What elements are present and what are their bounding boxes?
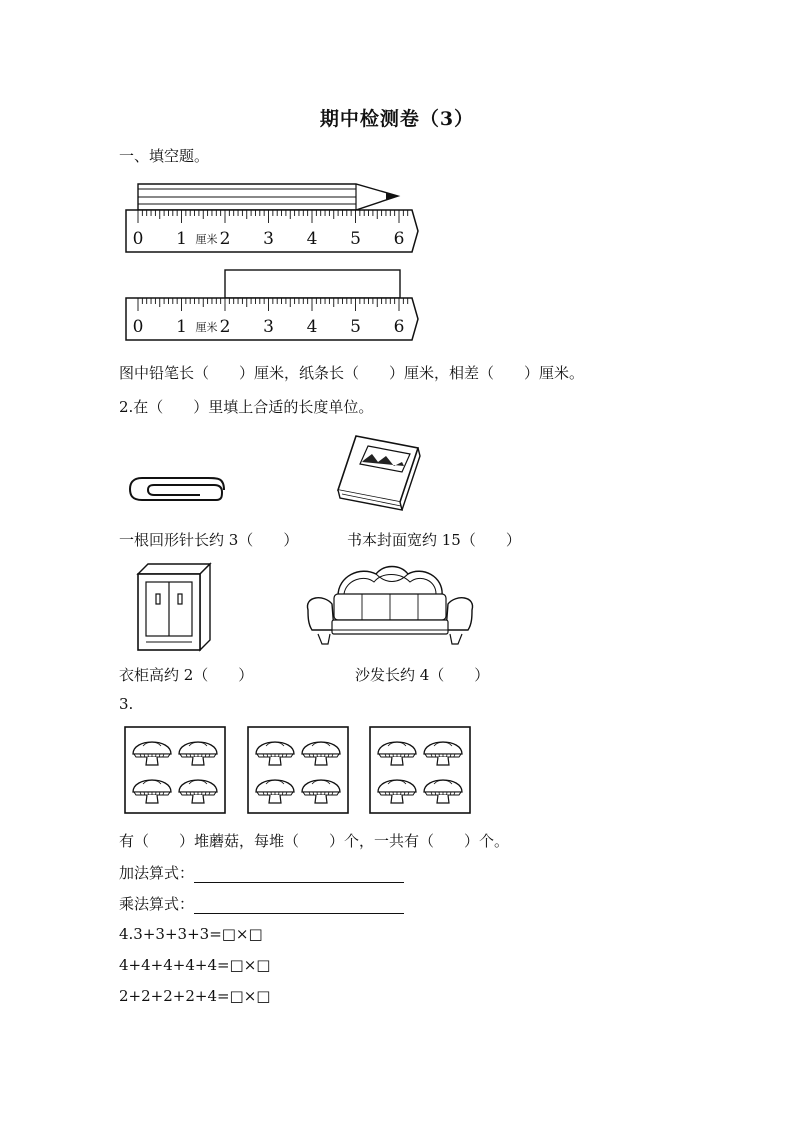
q2-item-paperclip: 一根回形针长约 3（ ） (119, 531, 299, 549)
ruler-label-1: 1 (176, 229, 187, 249)
pencil-icon (138, 184, 398, 210)
ruler-label-5: 5 (350, 317, 361, 337)
ruler-label-3: 3 (263, 317, 274, 337)
q2-item-wardrobe: 衣柜高约 2（ ） (119, 666, 254, 684)
ruler-unit: 厘米 (195, 321, 218, 334)
q4-line-3: 2+2+2+2+4=□×□ (119, 987, 271, 1005)
ruler-label-1: 1 (176, 317, 187, 337)
multiplication-label: 乘法算式： (119, 895, 195, 913)
ruler-label-5: 5 (350, 229, 361, 249)
q2-item-sofa: 沙发长约 4（ ） (355, 666, 490, 684)
mushroom-pile-3 (369, 726, 471, 814)
ruler-label-0: 0 (132, 229, 144, 249)
q1-text: 图中铅笔长（ ）厘米，纸条长（ ）厘米，相差（ ）厘米。 (119, 364, 585, 382)
section-heading: 一、填空题。 (119, 147, 210, 165)
q3-addition-row (119, 862, 404, 883)
ruler-1 (126, 210, 418, 252)
pencil-ruler-figure (120, 180, 420, 260)
q4-line-1: 4.3+3+3+3=□×□ (119, 925, 263, 943)
q3-text: 有（ ）堆蘑菇，每堆（ ）个，一共有（ ）个。 (119, 832, 510, 850)
wardrobe-icon (136, 562, 216, 654)
ruler-label-6: 6 (393, 229, 405, 249)
book-icon (330, 432, 422, 512)
paper-strip-icon (225, 270, 400, 298)
ruler-label-6: 6 (393, 317, 405, 337)
ruler-unit: 厘米 (195, 233, 218, 246)
q3-number: 3. (119, 695, 134, 713)
page-title: 期中检测卷（3） (319, 108, 475, 130)
ruler-2 (126, 298, 418, 340)
ruler-label-4: 4 (306, 229, 318, 249)
strip-ruler-figure (120, 268, 420, 348)
multiplication-answer-line[interactable] (194, 897, 404, 914)
ruler-label-2: 2 (219, 317, 231, 337)
addition-answer-line[interactable] (194, 866, 404, 883)
addition-label: 加法算式： (119, 864, 195, 882)
ruler-label-4: 4 (306, 317, 318, 337)
q2-prompt: 2.在（ ）里填上合适的长度单位。 (119, 398, 374, 416)
q2-item-book: 书本封面宽约 15（ ） (347, 531, 521, 549)
mushroom-pile-2 (247, 726, 349, 814)
ruler-label-0: 0 (132, 317, 144, 337)
q4-line-2: 4+4+4+4+4=□×□ (119, 956, 271, 974)
mushroom-pile-1 (124, 726, 226, 814)
ruler-label-3: 3 (263, 229, 274, 249)
paperclip-icon (128, 474, 228, 504)
q3-multiplication-row (119, 893, 404, 914)
ruler-label-2: 2 (219, 229, 231, 249)
sofa-icon (304, 562, 476, 648)
